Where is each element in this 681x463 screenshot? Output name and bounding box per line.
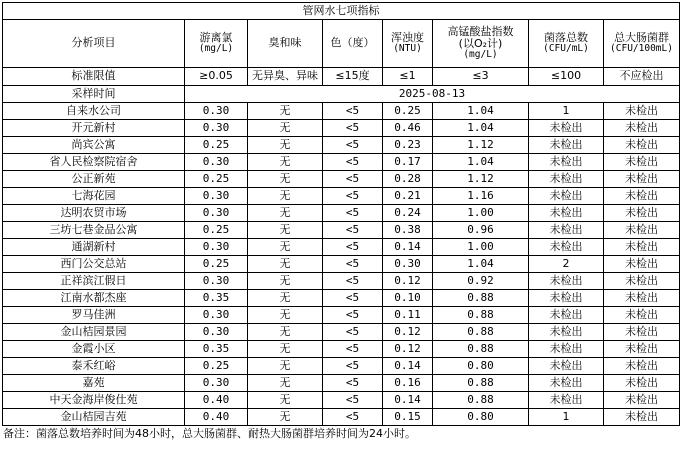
table-row xyxy=(3,154,680,171)
site-name: 三坊七巷金品公寓 xyxy=(3,222,185,239)
coliform-value: 未检出 xyxy=(604,120,680,137)
odor-value: 无 xyxy=(248,324,323,341)
odor-value: 无 xyxy=(248,307,323,324)
turbidity-value: 0.14 xyxy=(383,392,433,409)
colonies-value: 未检出 xyxy=(529,239,604,256)
colonies-value: 未检出 xyxy=(529,171,604,188)
odor-value: 无 xyxy=(248,137,323,154)
permanganate-value: 0.96 xyxy=(433,222,529,239)
permanganate-value: 1.16 xyxy=(433,188,529,205)
site-name: 七海花园 xyxy=(3,188,185,205)
odor-value: 无 xyxy=(248,205,323,222)
color-value: <5 xyxy=(323,290,383,307)
site-name: 江南水都杰座 xyxy=(3,290,185,307)
turbidity-value: 0.12 xyxy=(383,324,433,341)
permanganate-value: 1.12 xyxy=(433,171,529,188)
coliform-value: 未检出 xyxy=(604,137,680,154)
table-row xyxy=(3,222,680,239)
colonies-value: 未检出 xyxy=(529,324,604,341)
header-chlorine-unit: (mg/L) xyxy=(198,43,234,55)
color-value: <5 xyxy=(323,239,383,256)
permanganate-value: 1.04 xyxy=(433,256,529,273)
colonies-value: 未检出 xyxy=(529,120,604,137)
table-title: 管网水七项指标 xyxy=(3,3,680,20)
coliform-value: 未检出 xyxy=(604,239,680,256)
color-value: <5 xyxy=(323,409,383,426)
header-permanganate xyxy=(433,20,529,68)
colonies-value: 未检出 xyxy=(529,222,604,239)
coliform-value: 未检出 xyxy=(604,341,680,358)
chlorine-value: 0.30 xyxy=(185,273,248,290)
table-row xyxy=(3,256,680,273)
site-name: 中天金海岸俊仕苑 xyxy=(3,392,185,409)
coliform-value: 未检出 xyxy=(604,171,680,188)
turbidity-value: 0.23 xyxy=(383,137,433,154)
odor-value: 无 xyxy=(248,188,323,205)
chlorine-value: 0.35 xyxy=(185,290,248,307)
color-value: <5 xyxy=(323,307,383,324)
site-name: 自来水公司 xyxy=(3,103,185,120)
table-row xyxy=(3,188,680,205)
turbidity-value: 0.11 xyxy=(383,307,433,324)
color-value: <5 xyxy=(323,137,383,154)
coliform-value: 未检出 xyxy=(604,188,680,205)
site-name: 金山桔园吉苑 xyxy=(3,409,185,426)
limit-turbidity: ≤1 xyxy=(383,68,433,86)
turbidity-value: 0.12 xyxy=(383,341,433,358)
header-color-label: 色（度） xyxy=(330,36,375,50)
chlorine-value: 0.25 xyxy=(185,222,248,239)
color-value: <5 xyxy=(323,171,383,188)
color-value: <5 xyxy=(323,222,383,239)
limits-label: 标准限值 xyxy=(3,68,185,86)
coliform-value: 未检出 xyxy=(604,307,680,324)
odor-value: 无 xyxy=(248,171,323,188)
odor-value: 无 xyxy=(248,392,323,409)
odor-value: 无 xyxy=(248,341,323,358)
permanganate-value: 0.88 xyxy=(433,307,529,324)
colonies-value: 未检出 xyxy=(529,154,604,171)
color-value: <5 xyxy=(323,256,383,273)
sample-time-value: 2025-08-13 xyxy=(185,86,680,103)
table-row xyxy=(3,120,680,137)
chlorine-value: 0.35 xyxy=(185,341,248,358)
limit-colonies: ≤100 xyxy=(529,68,604,86)
colonies-value: 未检出 xyxy=(529,375,604,392)
header-coliform-unit: (CFU/100mL) xyxy=(610,43,673,55)
chlorine-value: 0.40 xyxy=(185,392,248,409)
site-name: 省人民检察院宿舍 xyxy=(3,154,185,171)
chlorine-value: 0.30 xyxy=(185,375,248,392)
turbidity-value: 0.25 xyxy=(383,103,433,120)
site-name: 嘉苑 xyxy=(3,375,185,392)
header-color xyxy=(323,20,383,68)
turbidity-value: 0.17 xyxy=(383,154,433,171)
coliform-value: 未检出 xyxy=(604,358,680,375)
header-permanganate-basis: (以O₂计) xyxy=(458,37,503,51)
odor-value: 无 xyxy=(248,375,323,392)
site-name: 通湖新村 xyxy=(3,239,185,256)
chlorine-value: 0.25 xyxy=(185,256,248,273)
colonies-value: 1 xyxy=(529,409,604,426)
site-name: 开元新村 xyxy=(3,120,185,137)
header-colonies-unit: (CFU/mL) xyxy=(543,43,589,55)
site-name: 金山桔园景园 xyxy=(3,324,185,341)
turbidity-value: 0.10 xyxy=(383,290,433,307)
turbidity-value: 0.21 xyxy=(383,188,433,205)
coliform-value: 未检出 xyxy=(604,324,680,341)
chlorine-value: 0.25 xyxy=(185,171,248,188)
coliform-value: 未检出 xyxy=(604,103,680,120)
chlorine-value: 0.30 xyxy=(185,154,248,171)
colonies-value: 未检出 xyxy=(529,137,604,154)
table-header-row xyxy=(3,20,680,68)
header-chlorine xyxy=(185,20,248,68)
header-item xyxy=(3,20,185,68)
permanganate-value: 1.04 xyxy=(433,154,529,171)
site-name: 金霞小区 xyxy=(3,341,185,358)
turbidity-value: 0.46 xyxy=(383,120,433,137)
header-permanganate-label: 高锰酸盐指数 xyxy=(447,25,514,39)
header-permanganate-unit: (mg/L) xyxy=(463,49,498,61)
table-row xyxy=(3,239,680,256)
table-row xyxy=(3,392,680,409)
coliform-value: 未检出 xyxy=(604,409,680,426)
chlorine-value: 0.30 xyxy=(185,205,248,222)
chlorine-value: 0.30 xyxy=(185,120,248,137)
turbidity-value: 0.16 xyxy=(383,375,433,392)
table-row xyxy=(3,409,680,426)
limit-odor: 无异臭、异味 xyxy=(248,68,323,86)
permanganate-value: 1.12 xyxy=(433,137,529,154)
water-quality-sheet xyxy=(2,2,679,441)
chlorine-value: 0.40 xyxy=(185,409,248,426)
header-coliform xyxy=(604,20,680,68)
coliform-value: 未检出 xyxy=(604,273,680,290)
table-row xyxy=(3,103,680,120)
colonies-value: 未检出 xyxy=(529,188,604,205)
water-quality-table xyxy=(2,2,680,426)
colonies-value: 未检出 xyxy=(529,290,604,307)
limits-row xyxy=(3,68,680,86)
colonies-value: 未检出 xyxy=(529,273,604,290)
header-coliform-label: 总大肠菌群 xyxy=(614,31,669,45)
table-row xyxy=(3,205,680,222)
turbidity-value: 0.38 xyxy=(383,222,433,239)
header-turbidity-unit: (NTU) xyxy=(393,43,422,55)
turbidity-value: 0.12 xyxy=(383,273,433,290)
permanganate-value: 0.88 xyxy=(433,392,529,409)
odor-value: 无 xyxy=(248,273,323,290)
limit-permanganate: ≤3 xyxy=(433,68,529,86)
site-name: 罗马佳洲 xyxy=(3,307,185,324)
permanganate-value: 0.80 xyxy=(433,358,529,375)
odor-value: 无 xyxy=(248,256,323,273)
colonies-value: 未检出 xyxy=(529,205,604,222)
site-name: 正祥滨江假日 xyxy=(3,273,185,290)
site-name: 公正新苑 xyxy=(3,171,185,188)
table-row xyxy=(3,171,680,188)
chlorine-value: 0.30 xyxy=(185,239,248,256)
permanganate-value: 1.04 xyxy=(433,103,529,120)
odor-value: 无 xyxy=(248,222,323,239)
table-row xyxy=(3,273,680,290)
header-odor xyxy=(248,20,323,68)
color-value: <5 xyxy=(323,392,383,409)
color-value: <5 xyxy=(323,188,383,205)
header-odor-label: 臭和味 xyxy=(268,36,302,50)
limit-chlorine: ≥0.05 xyxy=(185,68,248,86)
colonies-value: 2 xyxy=(529,256,604,273)
odor-value: 无 xyxy=(248,103,323,120)
site-name: 尚宾公寓 xyxy=(3,137,185,154)
colonies-value: 未检出 xyxy=(529,358,604,375)
color-value: <5 xyxy=(323,120,383,137)
header-item-label: 分析项目 xyxy=(71,36,116,50)
limit-color: ≤15度 xyxy=(323,68,383,86)
chlorine-value: 0.25 xyxy=(185,358,248,375)
header-colonies-label: 菌落总数 xyxy=(544,31,588,45)
turbidity-value: 0.24 xyxy=(383,205,433,222)
coliform-value: 未检出 xyxy=(604,290,680,307)
colonies-value: 1 xyxy=(529,103,604,120)
permanganate-value: 0.92 xyxy=(433,273,529,290)
permanganate-value: 0.88 xyxy=(433,324,529,341)
table-row xyxy=(3,358,680,375)
table-row xyxy=(3,290,680,307)
coliform-value: 未检出 xyxy=(604,205,680,222)
color-value: <5 xyxy=(323,341,383,358)
header-chlorine-label: 游离氯 xyxy=(199,31,233,45)
header-turbidity xyxy=(383,20,433,68)
permanganate-value: 0.88 xyxy=(433,341,529,358)
odor-value: 无 xyxy=(248,239,323,256)
footnote: 备注：菌落总数培养时间为48小时，总大肠菌群、耐热大肠菌群培养时间为24小时。 xyxy=(3,427,416,440)
sample-time-row xyxy=(3,86,680,103)
coliform-value: 未检出 xyxy=(604,154,680,171)
table-row xyxy=(3,307,680,324)
table-row xyxy=(3,341,680,358)
turbidity-value: 0.28 xyxy=(383,171,433,188)
colonies-value: 未检出 xyxy=(529,341,604,358)
site-name: 泰禾红峪 xyxy=(3,358,185,375)
color-value: <5 xyxy=(323,205,383,222)
limit-coliform: 不应检出 xyxy=(604,68,680,86)
chlorine-value: 0.30 xyxy=(185,307,248,324)
turbidity-value: 0.14 xyxy=(383,358,433,375)
chlorine-value: 0.25 xyxy=(185,137,248,154)
odor-value: 无 xyxy=(248,120,323,137)
colonies-value: 未检出 xyxy=(529,392,604,409)
coliform-value: 未检出 xyxy=(604,392,680,409)
table-title-row xyxy=(3,3,680,20)
color-value: <5 xyxy=(323,324,383,341)
turbidity-value: 0.30 xyxy=(383,256,433,273)
color-value: <5 xyxy=(323,375,383,392)
chlorine-value: 0.30 xyxy=(185,188,248,205)
color-value: <5 xyxy=(323,273,383,290)
odor-value: 无 xyxy=(248,358,323,375)
coliform-value: 未检出 xyxy=(604,222,680,239)
color-value: <5 xyxy=(323,154,383,171)
color-value: <5 xyxy=(323,358,383,375)
chlorine-value: 0.30 xyxy=(185,324,248,341)
chlorine-value: 0.30 xyxy=(185,103,248,120)
permanganate-value: 0.88 xyxy=(433,375,529,392)
permanganate-value: 1.00 xyxy=(433,205,529,222)
header-colonies xyxy=(529,20,604,68)
table-row xyxy=(3,375,680,392)
turbidity-value: 0.14 xyxy=(383,239,433,256)
site-name: 西门公交总站 xyxy=(3,256,185,273)
permanganate-value: 0.88 xyxy=(433,290,529,307)
table-row xyxy=(3,137,680,154)
odor-value: 无 xyxy=(248,154,323,171)
permanganate-value: 1.00 xyxy=(433,239,529,256)
table-row xyxy=(3,324,680,341)
odor-value: 无 xyxy=(248,290,323,307)
sample-time-label: 采样时间 xyxy=(3,86,185,103)
colonies-value: 未检出 xyxy=(529,307,604,324)
coliform-value: 未检出 xyxy=(604,256,680,273)
permanganate-value: 1.04 xyxy=(433,120,529,137)
coliform-value: 未检出 xyxy=(604,375,680,392)
color-value: <5 xyxy=(323,103,383,120)
site-name: 达明农贸市场 xyxy=(3,205,185,222)
header-turbidity-label: 浑浊度 xyxy=(391,31,424,45)
turbidity-value: 0.15 xyxy=(383,409,433,426)
odor-value: 无 xyxy=(248,409,323,426)
permanganate-value: 0.80 xyxy=(433,409,529,426)
